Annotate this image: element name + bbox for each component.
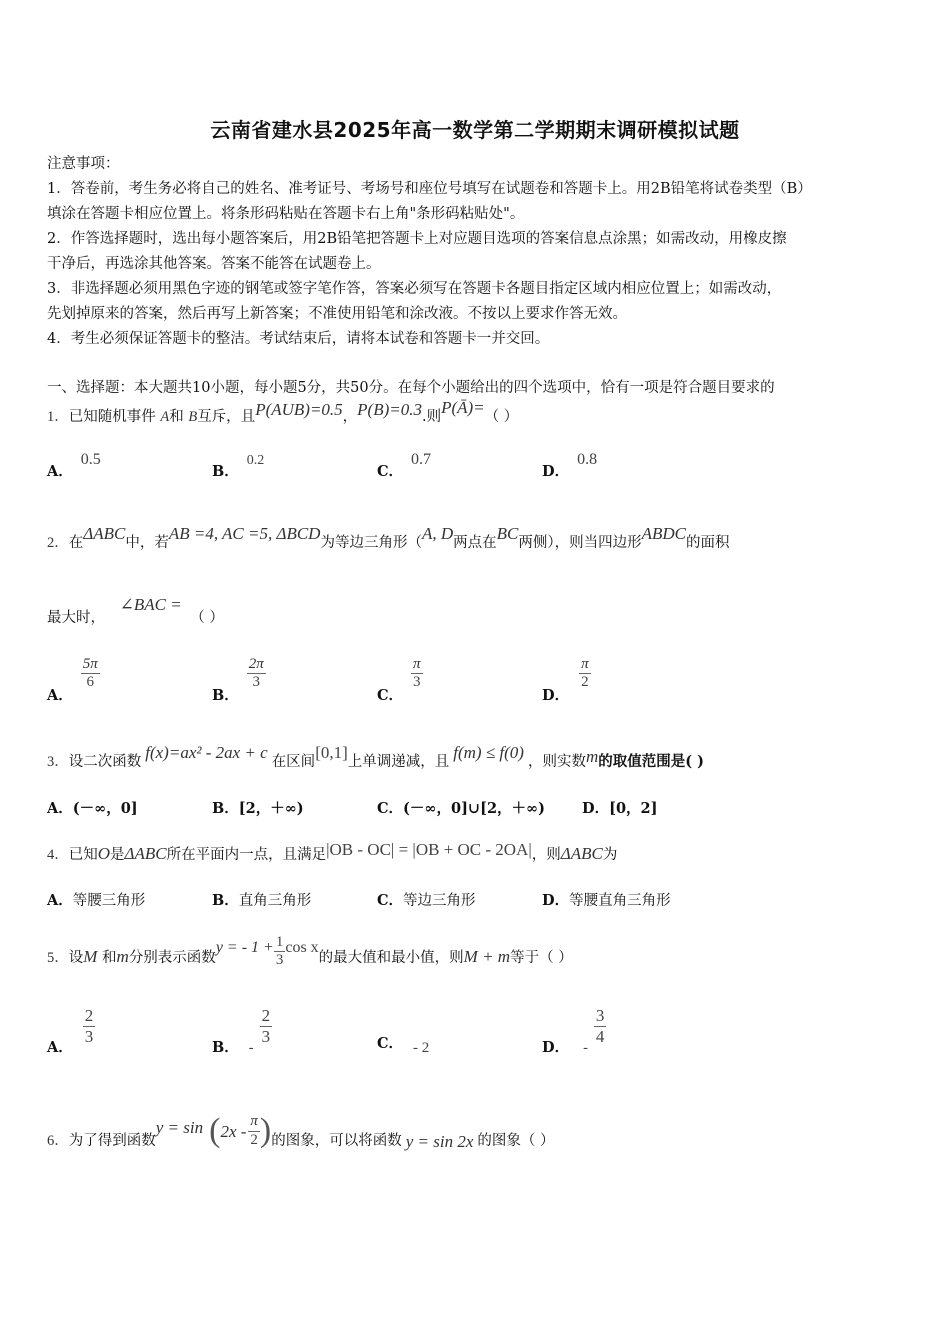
option-d[interactable]: D．0.8 (542, 451, 598, 480)
formula: P(AUB)=0.5 (255, 400, 343, 419)
question-5: 5．设M 和m分别表示函数y = - 1 + $\frac{1}{3}$ cos x的最大值和最小值，则M + m等于（ ） (47, 934, 573, 969)
section-heading: 一、选择题：本大题共10小题，每小题5分，共50分。在每个小题给出的四个选项中，恰有一项是符合题目要求的 (47, 380, 775, 396)
page-title: 云南省建水县2025年高一数学第二学期期末调研模拟试题 (210, 118, 740, 142)
notice-item-3-line-2: 先划掉原来的答案，然后再写上新答案；不准使用铅笔和涂改液。不按以上要求作答无效。 (47, 306, 627, 322)
option-a[interactable]: A．等腰三角形 (47, 892, 146, 909)
question-2: 2．在ΔABC中，若AB =4, AC =5, ΔBCD为等边三角形（A, D两点在BC两侧），则当四边形ABDC的面积 (47, 524, 730, 551)
option-b[interactable]: B．[2，＋∞) (212, 800, 304, 817)
option-c[interactable]: C． - 2 (377, 1035, 430, 1056)
option-a[interactable]: A．(－∞，0] (47, 800, 138, 817)
question-3: 3．设二次函数 f(x)=ax² - 2ax + c 在区间[0,1]上单调递减，且 f(m) ≤ f(0) ，则实数m的取值范围是( ) (47, 743, 705, 770)
option-b[interactable]: B．0.2 (212, 453, 265, 480)
option-c[interactable]: C．等边三角形 (377, 892, 476, 909)
formula: |OB - OC| = |OB + OC - 2OA| (326, 840, 532, 859)
question-1: 1．已知随机事件 A和 B互斥，且P(AUB)=0.5，P(B)=0.3.则P(Ā)=（ ） (47, 398, 519, 425)
notice-item-2-line-2: 干净后，再选涂其他答案。答案不能答在试题卷上。 (47, 256, 381, 272)
option-c[interactable]: C． $\frac{\pi}{3}$ (377, 656, 421, 704)
option-b[interactable]: B． $\frac{2\pi}{3}$ (212, 656, 264, 704)
option-a[interactable]: A． $\frac{2}{3}$ (47, 1006, 94, 1057)
option-c[interactable]: C．0.7 (377, 451, 432, 480)
notice-item-4: 4．考生必须保证答题卡的整洁。考试结束后，请将本试卷和答题卡一并交回。 (47, 331, 550, 347)
question-number: 1． (47, 409, 69, 425)
question-6: 6．为了得到函数y = sin (2x - $\frac{\pi}{2}$ )的图象，可以将函数 y = sin 2x 的图象（ ） (47, 1112, 555, 1151)
option-a[interactable]: A．0.5 (47, 451, 101, 480)
option-b[interactable]: B．直角三角形 (212, 892, 312, 909)
formula: P(Ā)= (441, 398, 485, 417)
notice-item-1-line-2: 填涂在答题卡相应位置上。将条形码粘贴在答题卡右上角"条形码粘贴处"。 (47, 206, 525, 222)
notice-item-3-line-1: 3．非选择题必须用黑色字迹的钢笔或签字笔作答，答案必须写在答题卡各题目指定区域内相应位置上；如需改动， (47, 281, 782, 297)
option-b[interactable]: B． - $\frac{2}{3}$ (212, 1006, 271, 1057)
option-a[interactable]: A． $\frac{5\pi}{6}$ (47, 656, 98, 704)
option-c[interactable]: C．(－∞，0]∪[2，＋∞) (377, 800, 545, 817)
formula: P(B)=0.3 (357, 400, 422, 419)
notice-item-2-line-1: 2．作答选择题时，选出每小题答案后，用2B铅笔把答题卡上对应题目选项的答案信息点涂黑；如需改动，用橡皮擦 (47, 231, 787, 247)
question-4: 4．已知O是ΔABC所在平面内一点，且满足|OB - OC| = |OB + OC - 2OA|，则ΔABC为 (47, 840, 618, 863)
option-d[interactable]: D．等腰直角三角形 (542, 892, 671, 909)
notice-item-1-line-1: 1．答卷前，考生务必将自己的姓名、准考证号、考场号和座位号填写在试题卷和答题卡上。用2B铅笔将试卷类型（B） (47, 181, 812, 197)
question-2-line-2: 最大时， ∠BAC = （ ） (47, 595, 224, 626)
option-d[interactable]: D． - $\frac{3}{4}$ (542, 1006, 605, 1057)
notice-heading: 注意事项： (47, 156, 120, 172)
option-d[interactable]: D． $\frac{\pi}{2}$ (542, 656, 589, 704)
option-d[interactable]: D．[0，2] (582, 800, 658, 817)
